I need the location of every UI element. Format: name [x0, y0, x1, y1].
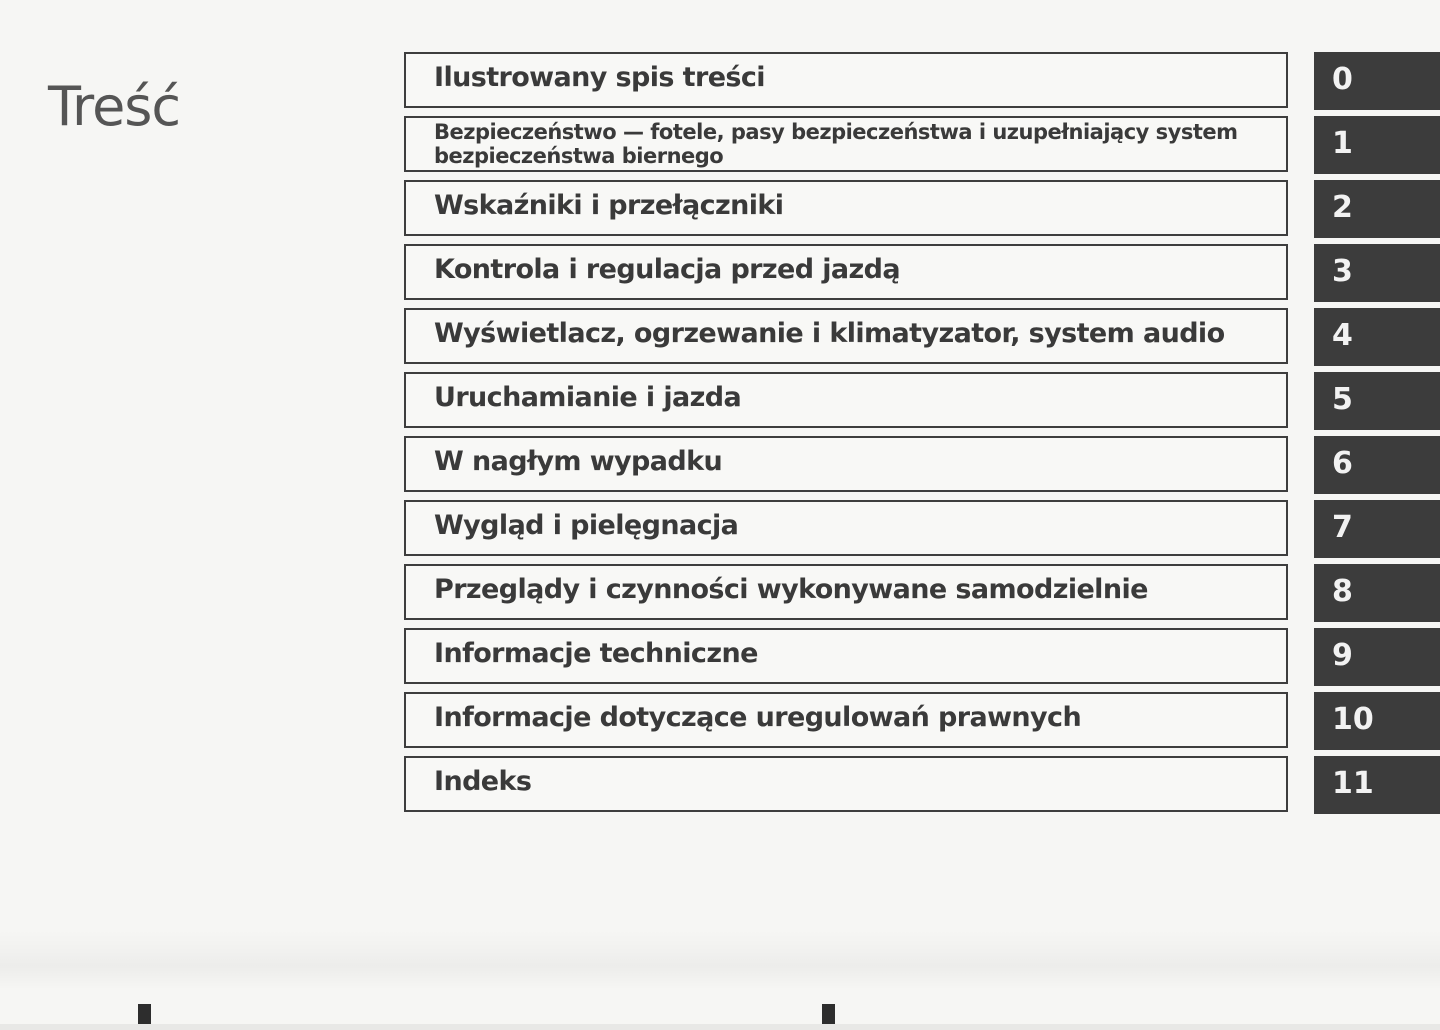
- toc-entry-label: Wygląd i pielęgnacja: [434, 510, 739, 541]
- chapter-tab-1[interactable]: [1314, 116, 1440, 174]
- chapter-number: 6: [1332, 446, 1353, 481]
- toc-row-8: [404, 564, 1440, 622]
- toc-row-3: [404, 244, 1440, 302]
- chapter-tab-0[interactable]: [1314, 52, 1440, 110]
- toc-entry-label: Bezpieczeństwo — fotele, pasy bezpieczeństwa i uzupełniający system bezpieczeństwa biernego: [434, 120, 1238, 168]
- chapter-number: 9: [1332, 638, 1353, 673]
- chapter-tab-6[interactable]: [1314, 436, 1440, 494]
- page-title: Treść: [48, 75, 181, 139]
- toc-entry-technical-info[interactable]: [404, 628, 1288, 684]
- crop-mark-left: [138, 1004, 151, 1026]
- chapter-number: 10: [1332, 702, 1374, 737]
- toc-entry-label: Uruchamianie i jazda: [434, 382, 742, 413]
- toc-row-10: [404, 692, 1440, 750]
- chapter-tab-7[interactable]: [1314, 500, 1440, 558]
- toc-row-6: [404, 436, 1440, 494]
- toc-entry-label: W nagłym wypadku: [434, 446, 723, 477]
- toc-entry-illustrated-contents[interactable]: [404, 52, 1288, 108]
- toc-entry-safety[interactable]: [404, 116, 1288, 172]
- chapter-number: 11: [1332, 766, 1374, 801]
- toc-row-5: [404, 372, 1440, 430]
- toc-row-0: [404, 52, 1440, 110]
- toc-entry-regulatory-info[interactable]: [404, 692, 1288, 748]
- toc-entry-label: Wyświetlacz, ogrzewanie i klimatyzator, system audio: [434, 318, 1225, 349]
- toc-row-9: [404, 628, 1440, 686]
- toc-entry-label: Kontrola i regulacja przed jazdą: [434, 254, 900, 285]
- toc-entry-label: Ilustrowany spis treści: [434, 62, 765, 93]
- chapter-tab-5[interactable]: [1314, 372, 1440, 430]
- chapter-number: 4: [1332, 318, 1353, 353]
- toc-row-1: [404, 116, 1440, 174]
- chapter-tab-9[interactable]: [1314, 628, 1440, 686]
- toc-entry-index[interactable]: [404, 756, 1288, 812]
- toc-entry-label: Informacje techniczne: [434, 638, 758, 669]
- toc-row-7: [404, 500, 1440, 558]
- chapter-tab-4[interactable]: [1314, 308, 1440, 366]
- chapter-number: 8: [1332, 574, 1353, 609]
- toc-entry-pre-driving-checks[interactable]: [404, 244, 1288, 300]
- page-bottom-edge: [0, 1024, 1440, 1030]
- toc-entry-label: Indeks: [434, 766, 532, 797]
- toc-entry-emergency[interactable]: [404, 436, 1288, 492]
- toc-row-2: [404, 180, 1440, 238]
- toc-entry-appearance-care[interactable]: [404, 500, 1288, 556]
- toc-entry-gauges-switches[interactable]: [404, 180, 1288, 236]
- toc-entry-label: Informacje dotyczące uregulowań prawnych: [434, 702, 1082, 733]
- chapter-tab-2[interactable]: [1314, 180, 1440, 238]
- chapter-tab-3[interactable]: [1314, 244, 1440, 302]
- chapter-tab-8[interactable]: [1314, 564, 1440, 622]
- toc-row-4: [404, 308, 1440, 366]
- toc-row-11: [404, 756, 1440, 814]
- scan-shading: [0, 930, 1440, 990]
- toc-entry-maintenance[interactable]: [404, 564, 1288, 620]
- chapter-tab-11[interactable]: [1314, 756, 1440, 814]
- toc-entry-label: Wskaźniki i przełączniki: [434, 190, 784, 221]
- toc-entry-display-heater-audio[interactable]: [404, 308, 1288, 364]
- chapter-number: 2: [1332, 190, 1353, 225]
- chapter-number: 1: [1332, 126, 1353, 161]
- chapter-number: 3: [1332, 254, 1353, 289]
- toc-entry-label: Przeglądy i czynności wykonywane samodzielnie: [434, 574, 1148, 605]
- chapter-tab-10[interactable]: [1314, 692, 1440, 750]
- toc-entry-starting-driving[interactable]: [404, 372, 1288, 428]
- chapter-number: 0: [1332, 62, 1353, 97]
- crop-mark-right: [822, 1004, 835, 1026]
- chapter-number: 5: [1332, 382, 1353, 417]
- chapter-number: 7: [1332, 510, 1353, 545]
